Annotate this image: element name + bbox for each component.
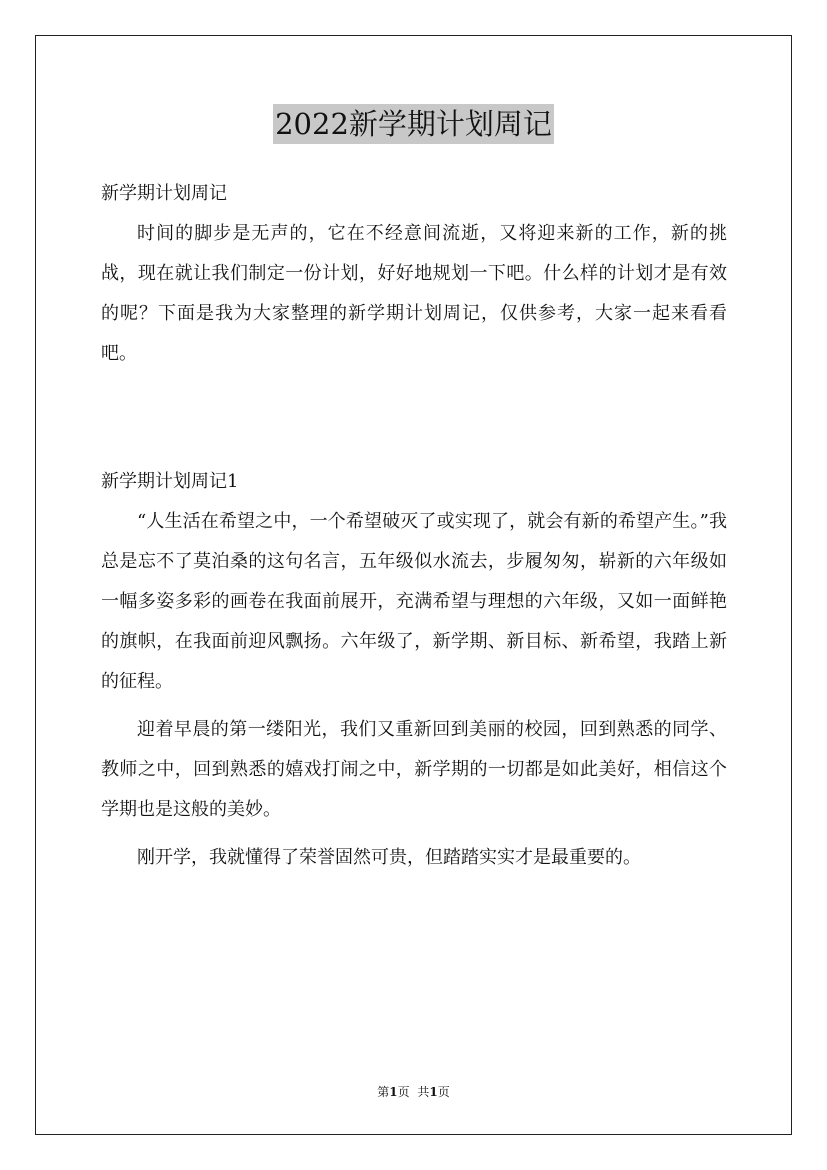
section-spacer: [101, 374, 727, 462]
document-subtitle: 新学期计划周记: [101, 183, 227, 204]
body-paragraph-3: 刚开学，我就懂得了荣誉固然可贵，但踏踏实实才是最重要的。: [137, 847, 641, 868]
paragraph-spacer: [101, 830, 727, 838]
page-label: 第: [377, 1085, 390, 1099]
title-container: [0, 104, 827, 144]
paragraph-spacer: [101, 702, 727, 710]
total-pages: 1: [429, 1085, 438, 1099]
intro-paragraph: 时间的脚步是无声的，它在不经意间流逝，又将迎来新的工作，新的挑战，现在就让我们制定一份计划，好好地规划一下吧。什么样的计划才是有效的呢？下面是我为大家整理的新学期计划周记，仅供参考，大家一起来看看吧。: [101, 223, 727, 364]
section-heading: 新学期计划周记1: [101, 471, 239, 492]
page-number: 1: [389, 1085, 398, 1099]
document-title: 2022新学期计划周记: [273, 104, 554, 144]
body-paragraph-1: “人生活在希望之中，一个希望破灭了或实现了，就会有新的希望产生。”我总是忘不了莫泊桑的这句名言，五年级似水流去，步履匆匆，崭新的六年级如一幅多姿多彩的画卷在我面前展开，充满希望与理想的六年级，又如一面鲜艳的旗帜，在我面前迎风飘扬。六年级了，新学期、新目标、新希望，我踏上新的征程。: [101, 511, 727, 692]
document-body: [101, 174, 727, 878]
total-label: 共: [417, 1085, 430, 1099]
total-suffix: 页: [437, 1085, 450, 1099]
page-suffix: 页: [397, 1085, 410, 1099]
body-paragraph-2: 迎着早晨的第一缕阳光，我们又重新回到美丽的校园，回到熟悉的同学、教师之中，回到熟悉的嬉戏打闹之中，新学期的一切都是如此美好，相信这个学期也是这般的美妙。: [101, 719, 727, 820]
page-footer: [0, 1084, 827, 1100]
